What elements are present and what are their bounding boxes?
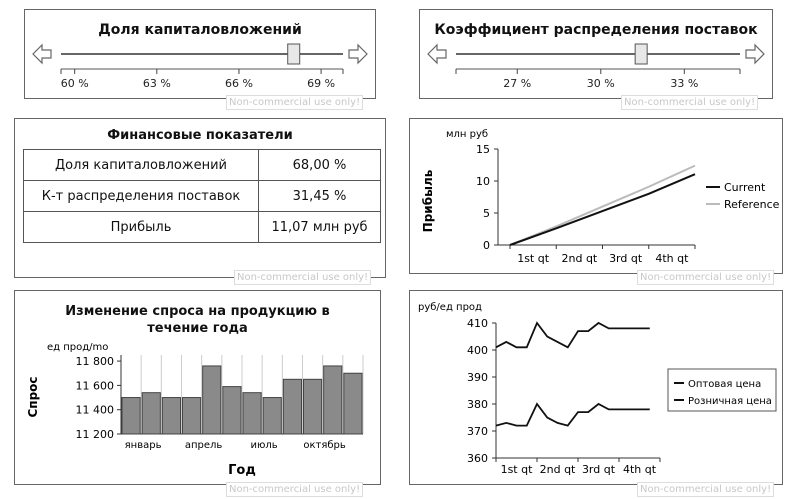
bar (283, 379, 301, 434)
demand-chart-panel (14, 290, 381, 485)
y-tick-label: 370 (467, 425, 488, 438)
demand-chart (15, 291, 382, 486)
x-tick-label: июль (250, 440, 278, 451)
slider-panel-distribution (419, 9, 773, 99)
arrow-right-icon[interactable] (746, 45, 764, 63)
slider-tick-label: 66 % (224, 77, 253, 90)
demand-chart-title: Изменение спроса на продукцию в течение года (65, 304, 330, 336)
y-tick-label: 390 (467, 371, 488, 384)
x-tick-label: 3rd qt (581, 463, 616, 476)
y-tick-label: 11 400 (75, 403, 114, 417)
slider-tick-label: 27 % (503, 77, 532, 90)
slider-title-capital: Доля капиталовложений (98, 22, 302, 38)
bar (183, 398, 201, 434)
y-tick-label: 360 (467, 452, 488, 465)
slider-capital[interactable] (25, 10, 377, 100)
table-cell-value: 11,07 млн руб (259, 212, 381, 243)
table-row (24, 181, 381, 212)
watermark: Non-commercial use only! (637, 270, 774, 285)
x-tick-label: 1st qt (500, 463, 533, 476)
series-line-reference (510, 166, 695, 245)
y-tick-label: 15 (476, 143, 490, 156)
finance-title: Финансовые показатели (107, 128, 293, 143)
y-tick-label: 11 200 (75, 428, 114, 441)
x-tick-label: январь (124, 440, 162, 451)
series-line-current (510, 174, 695, 245)
legend-label: Оптовая цена (688, 379, 762, 390)
series-line (496, 404, 650, 426)
slider-distribution[interactable] (420, 10, 774, 100)
table-row (24, 212, 381, 243)
y-units-label: млн руб (446, 129, 489, 140)
legend-label: Reference (724, 198, 780, 211)
bar (324, 366, 342, 434)
y-axis-title: Спрос (26, 376, 40, 418)
table-cell-value: 68,00 % (259, 150, 381, 181)
y-axis-title: Прибыль (421, 169, 435, 233)
bar (263, 398, 281, 434)
slider-tick-label: 33 % (670, 77, 699, 90)
legend-label: Розничная цена (688, 396, 772, 407)
arrow-left-icon[interactable] (33, 45, 51, 63)
slider-tick-label: 69 % (307, 77, 336, 90)
finance-table (23, 149, 381, 243)
watermark: Non-commercial use only! (234, 270, 371, 285)
price-chart (410, 291, 784, 486)
slider-tick-label: 30 % (586, 77, 615, 90)
table-cell-label: Доля капиталовложений (24, 150, 259, 181)
series-line (496, 323, 650, 347)
slider-thumb[interactable] (635, 44, 647, 64)
slider-tick-label: 63 % (142, 77, 171, 90)
bar (243, 393, 261, 434)
price-chart-panel (409, 290, 783, 485)
arrow-right-icon[interactable] (349, 45, 367, 63)
bar (122, 398, 140, 434)
bar (344, 373, 362, 434)
bar (142, 393, 160, 434)
bar (223, 387, 241, 434)
y-tick-label: 0 (483, 239, 490, 252)
table-row (24, 150, 381, 181)
table-cell-label: К-т распределения поставок (24, 181, 259, 212)
finance-panel (14, 118, 386, 278)
y-tick-label: 11 800 (75, 355, 114, 369)
table-cell-label: Прибыль (24, 212, 259, 243)
y-tick-label: 380 (467, 398, 488, 411)
arrow-left-icon[interactable] (428, 45, 446, 63)
profit-chart (410, 119, 784, 275)
watermark: Non-commercial use only! (621, 95, 758, 110)
x-tick-label: апрель (184, 440, 223, 451)
y-tick-label: 11 600 (75, 379, 114, 393)
legend-label: Current (724, 181, 766, 194)
bar (162, 398, 180, 434)
x-tick-label: 4th qt (655, 252, 689, 265)
bar (304, 379, 322, 434)
x-tick-label: 4th qt (622, 463, 657, 476)
x-tick-label: 2nd qt (539, 463, 576, 476)
x-axis-title: Год (228, 463, 256, 478)
slider-thumb[interactable] (288, 44, 300, 64)
y-units-label: руб/ед прод (418, 302, 482, 313)
watermark: Non-commercial use only! (226, 95, 363, 110)
y-tick-label: 10 (476, 175, 490, 188)
x-tick-label: 3rd qt (609, 252, 643, 265)
x-tick-label: 2nd qt (561, 252, 598, 265)
slider-panel-capital (24, 9, 376, 99)
watermark: Non-commercial use only! (637, 482, 774, 497)
bar (203, 366, 221, 434)
slider-title-distribution: Коэффициент распределения поставок (434, 22, 758, 38)
y-units-label: ед прод/mo (47, 342, 109, 353)
y-tick-label: 5 (483, 207, 490, 220)
watermark: Non-commercial use only! (226, 482, 363, 497)
slider-tick-label: 60 % (60, 77, 89, 90)
x-tick-label: октябрь (303, 440, 346, 451)
profit-chart-panel (409, 118, 783, 274)
table-cell-value: 31,45 % (259, 181, 381, 212)
y-tick-label: 410 (467, 317, 488, 330)
y-tick-label: 400 (467, 344, 488, 357)
x-tick-label: 1st qt (517, 252, 550, 265)
